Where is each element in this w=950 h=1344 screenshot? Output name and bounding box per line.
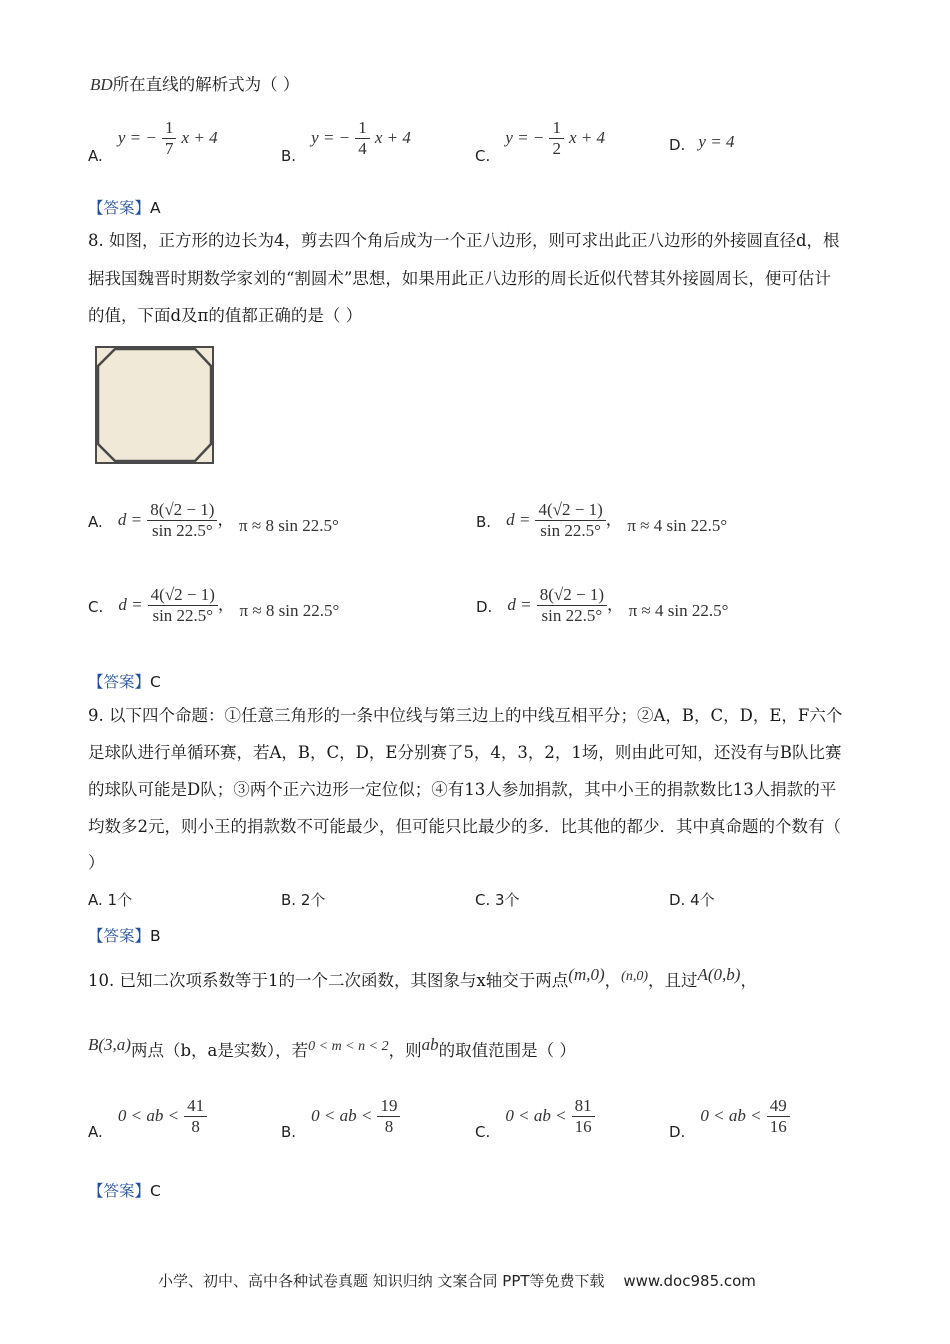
- q8-line-2: 据我国魏晋时期数学家刘的“割圆术”思想，如果用此正八边形的周长近似代替其外接圆周长，便可估计: [88, 269, 831, 288]
- q7-option-a-lhs: y = −: [117, 128, 157, 147]
- q8-option-a-frac: $\frac{8(√2 - 1)}{\sin 22.5^\circ}$: [147, 500, 217, 541]
- q8-option-d-pi: π ≈ 4 sin 22.5°: [628, 601, 729, 620]
- q8-line-1: 8. 如图，正方形的边长为4，剪去四个角后成为一个正八边形，则可求出此正八边形的外接圆直径d，根: [88, 231, 840, 250]
- q7-stem: [90, 74, 299, 96]
- q8-answer: [88, 670, 161, 692]
- q7-answer-value: A: [150, 199, 161, 217]
- q10-line-2: B(3,a)两点（b，a是实数），若$^{0 < m < n < 2}$，则ab的取值范围是（ ）: [88, 1035, 576, 1060]
- q7-option-d-label: D.: [669, 136, 686, 154]
- q10-line-1-text-b: ，且过: [647, 971, 698, 990]
- footer-link[interactable]: www.doc985.com: [623, 1272, 756, 1290]
- q7-option-c-rhs: x + 4: [569, 128, 606, 147]
- q10-option-c-frac: $\frac{81}{16}$: [572, 1096, 595, 1137]
- q10-option-b: [281, 1096, 400, 1141]
- q8-option-b-d: d =: [506, 510, 531, 529]
- q9-answer-tag: 【答案】: [88, 927, 151, 945]
- q10-point-m: (m,0): [568, 965, 605, 984]
- q8-option-d-label: D.: [476, 598, 493, 616]
- q10-option-b-label: B.: [281, 1123, 297, 1141]
- q10-option-c: [475, 1096, 595, 1141]
- page-footer: [158, 1270, 756, 1291]
- q8-option-d: D. d = $\frac{8(√2 - 1)}{\sin 22.5^\circ}$ ， π ≈ 4 sin 22.5°: [476, 585, 729, 625]
- q7-stem-math: BD: [90, 75, 113, 94]
- q7-option-b: [281, 118, 411, 165]
- q9-answer: [88, 924, 161, 946]
- q7-option-c-lhs: y = −: [505, 128, 545, 147]
- q8-option-b-frac: $\frac{4(√2 - 1)}{\sin 22.5^\circ}$: [535, 500, 605, 541]
- q8-option-c-pi: π ≈ 8 sin 22.5°: [239, 601, 340, 620]
- q7-option-c-label: C.: [475, 147, 491, 165]
- q7-answer: [88, 196, 161, 218]
- q10-line-2-text-c: 的取值范围是（ ）: [438, 1041, 576, 1060]
- q7-option-b-lhs: y = −: [311, 128, 351, 147]
- q7-option-d-expr: y = 4: [698, 132, 735, 151]
- q7-option-c: [475, 118, 606, 165]
- q7-option-c-frac: $\frac{1}{2}$: [549, 118, 564, 159]
- q8-option-c-d: d =: [118, 595, 143, 614]
- q8-answer-value: C: [150, 673, 161, 691]
- square-outline: [96, 347, 213, 463]
- q10-line-1-text: 10. 已知二次项系数等于1的一个二次函数，其图象与x轴交于两点: [88, 971, 569, 990]
- q7-option-d: [669, 132, 734, 152]
- q7-answer-tag: 【答案】: [88, 199, 151, 217]
- q10-line-2-text: 两点（b，a是实数），若: [130, 1041, 309, 1060]
- q10-option-a-lhs: 0 < ab <: [117, 1106, 180, 1125]
- q8-option-a-d: d =: [117, 510, 143, 529]
- footer-text: 小学、初中、高中各种试卷真题 知识归纳 文案合同 PPT等免费下载: [158, 1272, 605, 1290]
- q9-line-3: 的球队可能是D队；③两个正六边形一定位似；④有13人参加捐款，其中小王的捐款数比13人捐款的平: [88, 780, 837, 799]
- q9-option-d: D. 4个: [669, 891, 715, 909]
- q10-option-d-label: D.: [669, 1123, 686, 1141]
- q10-answer-tag: 【答案】: [88, 1182, 151, 1200]
- q9-option-c: C. 3个: [475, 891, 520, 909]
- q9-option-b: B. 2个: [281, 891, 326, 909]
- q7-option-b-label: B.: [281, 147, 297, 165]
- q9-line-4: 均数多2元，则小王的捐款数不可能最少，但可能只比最少的多．比其他的都少．其中真命题的个数有（: [88, 817, 841, 836]
- q10-answer-value: C: [150, 1182, 161, 1200]
- q10-option-a: [88, 1096, 207, 1141]
- q9-option-a: A. 1个: [88, 891, 133, 909]
- q9-answer-value: B: [150, 927, 161, 945]
- q8-answer-tag: 【答案】: [88, 673, 151, 691]
- q7-option-a-label: A.: [88, 147, 103, 165]
- q8-option-c-label: C.: [88, 598, 104, 616]
- q8-option-a-label: A.: [88, 513, 103, 531]
- q10-option-b-lhs: 0 < ab <: [311, 1106, 373, 1125]
- q10-option-b-frac: $\frac{19}{8}$: [377, 1096, 400, 1137]
- q7-option-a: [88, 118, 218, 165]
- q10-point-b: B(3,a): [88, 1035, 131, 1054]
- q8-line-3: 的值，下面d及π的值都正确的是（ ）: [88, 306, 363, 325]
- q10-option-d-lhs: 0 < ab <: [700, 1106, 762, 1125]
- q10-answer: [88, 1179, 161, 1201]
- q8-option-a: A. d = $\frac{8(√2 - 1)}{\sin 22.5^\circ}$ ， π ≈ 8 sin 22.5°: [88, 500, 339, 540]
- q7-option-a-frac: $\frac{1}{7}$: [162, 118, 177, 159]
- q8-option-d-frac: $\frac{8(√2 - 1)}{\sin 22.5^\circ}$: [537, 585, 607, 626]
- q10-option-d: [669, 1096, 790, 1141]
- q8-option-a-pi: π ≈ 8 sin 22.5°: [239, 516, 339, 535]
- q10-point-n: (n,0): [621, 969, 648, 984]
- q10-option-d-frac: $\frac{49}{16}$: [767, 1096, 790, 1137]
- q7-option-b-rhs: x + 4: [374, 128, 411, 147]
- q8-option-b-pi: π ≈ 4 sin 22.5°: [627, 516, 728, 535]
- q10-option-a-frac: $\frac{41}{8}$: [184, 1096, 207, 1137]
- octagon-figure: [93, 344, 217, 466]
- q9-line-1: 9. 以下四个命题：①任意三角形的一条中位线与第三边上的中线互相平分；②A，B，C，D，E，F六个: [88, 706, 843, 725]
- q8-option-b: B. d = $\frac{4(√2 - 1)}{\sin 22.5^\circ}$ ， π ≈ 4 sin 22.5°: [476, 500, 728, 540]
- q7-option-a-rhs: x + 4: [181, 128, 218, 147]
- q7-stem-text: 所在直线的解析式为（ ）: [112, 75, 300, 94]
- q10-point-a: A(0,b): [697, 965, 741, 984]
- q9-line-2: 足球队进行单循环赛，若A，B，C，D，E分别赛了5，4，3，2，1场，则由此可知，还没有与B队比赛: [88, 743, 842, 762]
- q10-option-c-label: C.: [475, 1123, 491, 1141]
- q10-option-a-label: A.: [88, 1123, 103, 1141]
- q8-option-c: C. d = $\frac{4(√2 - 1)}{\sin 22.5^\circ}$ ， π ≈ 8 sin 22.5°: [88, 585, 340, 625]
- q10-condition: 0 < m < n < 2: [308, 1039, 389, 1054]
- q10-line-1: 10. 已知二次项系数等于1的一个二次函数，其图象与x轴交于两点(m,0)，$^{(n,0)}$，且过A(0,b)，: [88, 965, 757, 990]
- q9-line-5: ）: [88, 853, 105, 872]
- q10-option-c-lhs: 0 < ab <: [505, 1106, 567, 1125]
- q8-option-b-label: B.: [476, 513, 492, 531]
- q8-option-c-frac: $\frac{4(√2 - 1)}{\sin 22.5^\circ}$: [148, 585, 218, 626]
- q7-option-b-frac: $\frac{1}{4}$: [355, 118, 370, 159]
- q8-option-d-d: d =: [507, 595, 532, 614]
- q10-ab: ab: [421, 1035, 439, 1054]
